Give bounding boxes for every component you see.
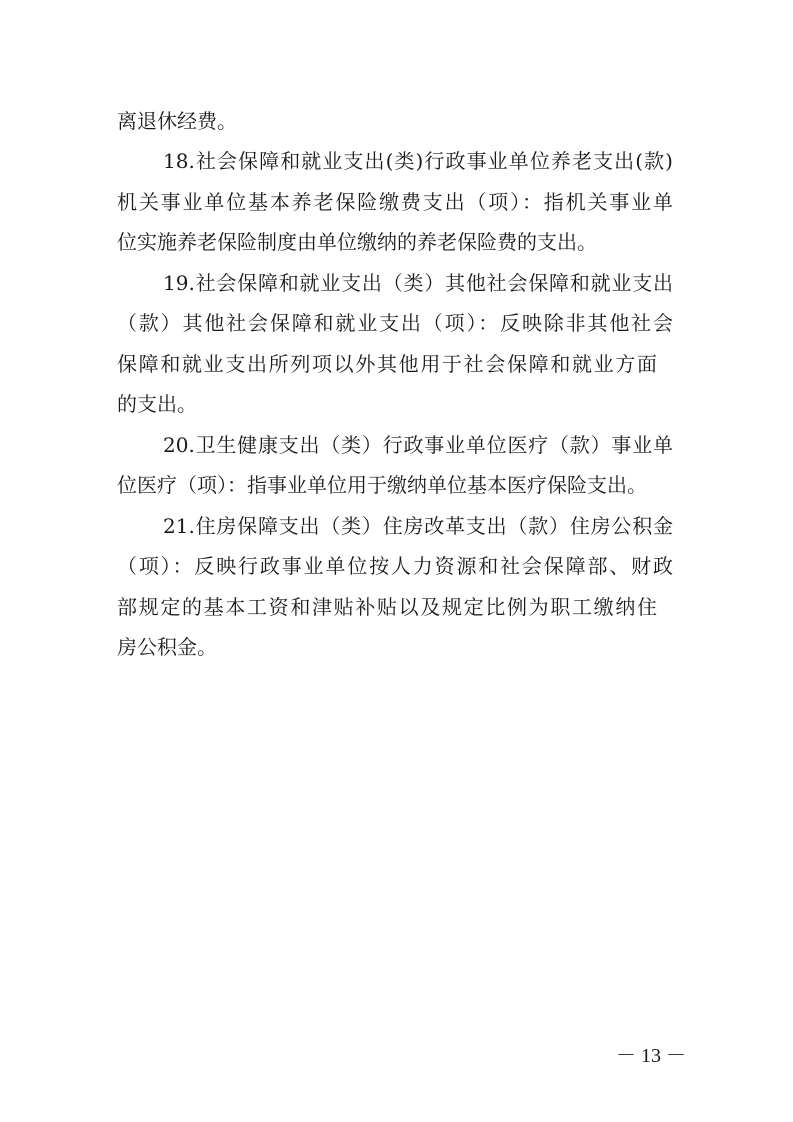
text-line: （项）：反映行政事业单位按人力资源和社会保障部、财政 <box>117 554 673 578</box>
text-line: 保障和就业支出所列项以外其他用于社会保障和就业方面 <box>117 352 657 376</box>
text-line: 18.社会保障和就业支出(类)行政事业单位养老支出(款) <box>163 149 673 173</box>
text-line: 位实施养老保险制度由单位缴纳的养老保险费的支出。 <box>117 230 597 254</box>
text-line: 房公积金。 <box>117 635 217 659</box>
text-line: 位医疗（项）：指事业单位用于缴纳单位基本医疗保险支出。 <box>117 473 647 497</box>
page-number: － 13 － <box>616 1045 686 1067</box>
text-line: 20.卫生健康支出（类）行政事业单位医疗（款）事业单 <box>163 433 673 457</box>
text-line: 的支出。 <box>117 392 197 416</box>
text-line: 21.住房保障支出（类）住房改革支出（款）住房公积金 <box>163 514 673 538</box>
text-line: 离退休经费。 <box>117 109 237 133</box>
text-line: 19.社会保障和就业支出（类）其他社会保障和就业支出 <box>163 271 673 295</box>
text-line: （款）其他社会保障和就业支出（项）：反映除非其他社会 <box>117 311 673 335</box>
text-line: 部规定的基本工资和津贴补贴以及规定比例为职工缴纳住 <box>117 595 657 619</box>
text-line: 机关事业单位基本养老保险缴费支出（项）：指机关事业单 <box>117 190 673 214</box>
